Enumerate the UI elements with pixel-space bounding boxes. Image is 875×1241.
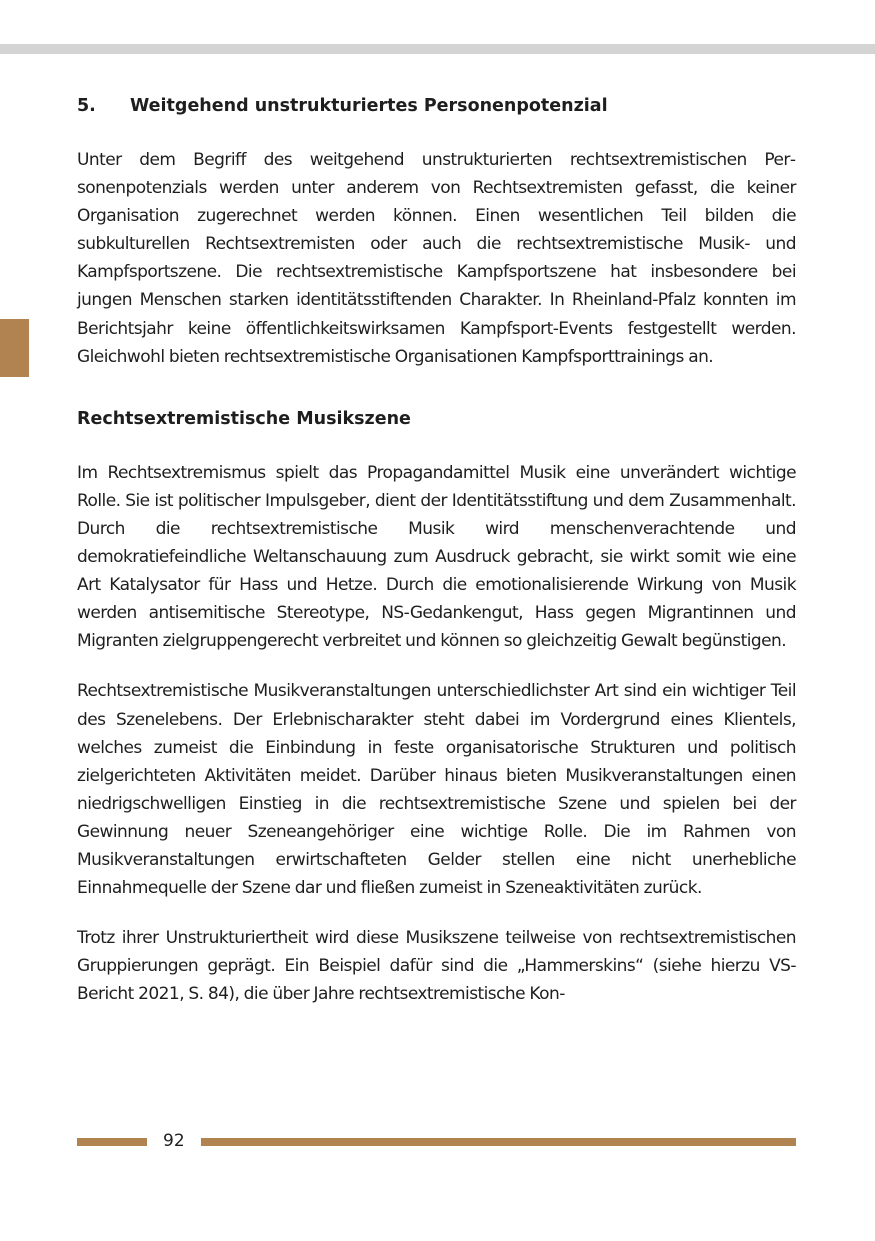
page-footer: [77, 1128, 796, 1154]
footer-bar-left: [77, 1138, 147, 1146]
footer-bar-right: [201, 1138, 796, 1146]
section-heading: [77, 92, 796, 120]
section-number: 5.: [77, 96, 96, 116]
music-paragraph-2: Rechtsextremistische Musikveranstaltungen unterschiedlichster Art sind ein wichtiger Teil des Szenelebens. Der Erlebnischarakter steht dabei im Vordergrund eines Klientels, welches zumeist die Einbindung in feste organisatorische Strukturen und politisch zielgerichteten Aktivitäten meidet. Darüber hinaus bieten Musikveranstaltungen einen niedrigschwelligen Einstieg in die rechtsextremistische Szene und spielen bei der Gewinnung neuer Szeneangehöriger eine wichtige Rolle. Die im Rahmen von Musikveranstaltungen erwirtschafteten Gelder stellen eine nicht unerhebliche Einnahmequelle der Szene dar und fließen zumeist in Szeneaktivitäten zurück.: [77, 681, 796, 899]
page-number: 92: [163, 1131, 185, 1151]
section-title: Weitgehend unstrukturiertes Personenpotenzial: [130, 96, 608, 116]
intro-paragraph: Unter dem Begriff des weitgehend unstrukturierten rechtsextremistischen Personenpotenzials werden unter anderem von Rechtsextremisten gefasst, die keiner Organisation zugerechnet werden können. Einen wesentlichen Teil bilden die subkulturellen Rechtsextremisten oder auch die rechtsextremistische Musik- und Kampfsportszene. Die rechtsextremistische Kampfsportszene hat insbesondere bei jungen Menschen starken identitätsstiftenden Charakter. In Rheinland-Pfalz konnten im Berichtsjahr keine öffentlichkeitswirksamen Kampfsport-Events festgestellt werden. Gleichwohl bieten rechtsextremistische Organisationen Kampfsporttrainings an.: [77, 150, 796, 367]
music-paragraph-3: Trotz ihrer Unstrukturiertheit wird diese Musikszene teilweise von rechtsextremistischen Gruppierungen geprägt. Ein Beispiel dafür sind die „Hammerskins“ (siehe hierzu VS-Bericht 2021, S. 84), die über Jahre rechtsextremistische Kon-: [77, 928, 796, 1005]
page-content: [77, 92, 796, 1030]
music-paragraph-1: Im Rechtsextremismus spielt das Propagandamittel Musik eine unverändert wichtige Rolle. Sie ist politischer Impulsgeber, dient der Identitätsstiftung und dem Zusammenhalt. Durch die rechtsextremistische Musik wird menschenverachtende und demokratiefeindliche Weltanschauung zum Ausdruck gebracht, sie wirkt somit wie eine Art Katalysator für Hass und Hetze. Durch die emotionalisierende Wirkung von Musik werden antisemitische Stereotype, NS-Gedankengut, Hass gegen Migrantinnen und Migranten zielgruppengerecht verbreitet und können so gleichzeitig Gewalt begünstigen.: [77, 462, 796, 652]
chapter-tab-marker: [0, 319, 29, 377]
top-rule: [0, 44, 875, 54]
subheading-musikszene: Rechtsextremistische Musikszene: [77, 408, 411, 429]
